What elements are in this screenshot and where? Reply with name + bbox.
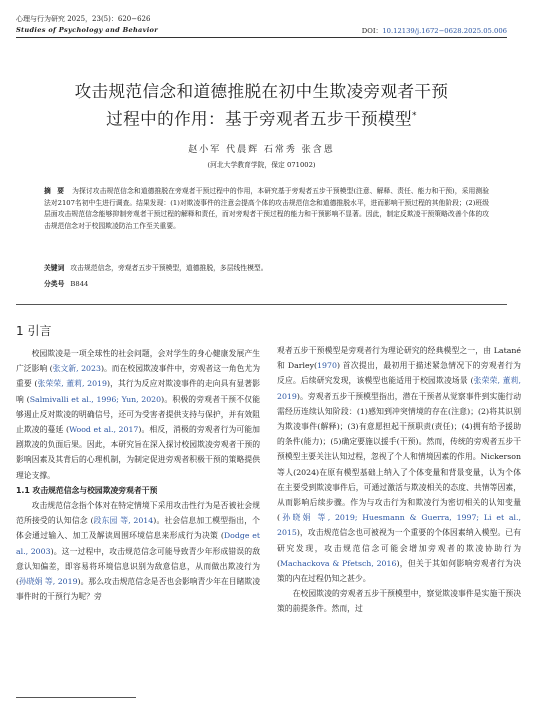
classification [44, 278, 88, 288]
citation-link[interactable]: 孙晓娟 等, 2019; Huesmann & Guerra, 1997; Li et al., 2015 [277, 513, 521, 538]
citation-link[interactable]: 张荣荣, 董莉, 2019 [277, 376, 521, 401]
paragraph: 在校园欺凌的旁观者五步干预模型中，察觉欺凌事件是实施干预决策的前提条件。然而，过 [277, 589, 521, 614]
citation-link[interactable]: Dodge et al., 2003 [16, 531, 260, 556]
classification-code: B844 [70, 280, 89, 288]
journal-name-cn: 心理与行为研究 2025，23(5)：620−626 [16, 15, 151, 23]
paragraph [277, 343, 521, 586]
text-run: )，但关于其如何影响旁观者行为决策的内在过程仍知之甚少。 [277, 558, 521, 584]
header-rule [16, 37, 507, 38]
text-run: )。旁观者五步干预模型指出，潜在干预者从觉察事件到实施行动需经历连续认知阶段：(1)感知到冲突情境的存在(注意)；(2)将其识别为欺凌事件(解释)；(3)有意愿担起干预职责(责任)；(4)拥有给予援助的条件(能力)；(5)确定要施以援手(干预)。然而，传统的旁观者五步干预模型主要关注认知过程，忽视了个人和情境因素的作用。Nickerson等人(2024)在原有模型基础上纳入了个体变量和背景变量，认为个体在主要受到欺凌事件后，可通过激活与欺凌相关的态度、共情等因素，从而影响后续步骤。作为与攻击行为和欺凌行为密切相关的认知变量 ( [277, 391, 521, 523]
doi-link[interactable]: 10.12139/j.1672−0628.2025.05.006 [382, 27, 507, 35]
title-footnote-mark[interactable]: * [411, 111, 417, 121]
footnote-rule [16, 697, 136, 698]
title-line-1: 攻击规范信念和道德推脱在初中生欺凌旁观者干预 [74, 82, 449, 101]
left-column [16, 346, 260, 604]
title-line-2: 过程中的作用：基于旁观者五步干预模型 [106, 109, 412, 129]
keywords-text: 攻击规范信念，旁观者五步干预模型，道德推脱，多层线性模型。 [70, 264, 268, 272]
paragraph [16, 498, 260, 604]
citation-link[interactable]: 张荣荣, 董莉, 2019 [37, 379, 107, 389]
citation-link[interactable]: 孙晓娟 等, 2019 [19, 577, 78, 587]
text-run: 攻击规范信念指个体对在特定情境下采用攻击性行为是否被社会规范所接受的认知信念 ( [16, 501, 260, 526]
journal-name-en: Studies of Psychology and Behavior [16, 26, 159, 34]
text-run: )。这一过程中，攻击规范信念可能导致青少年形成错误的敌意认知偏差，即容易将环境信息识别为敌意信息，从而做出欺凌行为 ( [16, 546, 260, 587]
text-run: )，攻击规范信念也可被视为一个重要的个体因素纳入模型。已有研究发现，攻击规范信念可能会增加旁观者的欺凌协助行为 ( [277, 528, 521, 568]
paper-title [16, 80, 507, 132]
text-run: )，其行为反应对欺凌事件的走向具有显著影响 ( [16, 379, 260, 404]
citation-link[interactable]: Machackova & Pfetsch, 2016 [280, 558, 397, 568]
text-run: )。而在校园欺凌事件中，旁观者这一角色尤为重要 ( [16, 364, 260, 389]
text-run: 观者五步干预模型是旁观者行为理论研究的经典模型之一，由 Latané和 Darley( [277, 346, 521, 371]
doi [362, 25, 507, 35]
citation-link[interactable]: 1970 [317, 361, 337, 371]
citation-link[interactable]: Salmivalli et al., 1996; Yun, 2020 [29, 394, 162, 404]
text-run: 校园欺凌是一项全球性的社会问题，会对学生的身心健康发展产生广泛影响 ( [16, 349, 260, 374]
keywords [44, 263, 489, 275]
abstract [44, 186, 489, 232]
abstract-text: 为探讨攻击规范信念和道德推脱在旁观者干预过程中的作用，本研究基于旁观者五步干预模型(注意、解释、责任、能力和干预)，采用测验法对2107名初中生进行调查。结果发现：(1)对欺凌事件的注意会提高个体的攻击规范信念和道德推脱水平，进而影响干预过程的其他阶段；(2)班级层面攻击规范信念能够抑制旁观者干预过程的解释和责任，而对旁观者干预过程的能力和干预影响不显著。因此，制定反欺凌干预策略改善个体的攻击规范信念对于校园欺凌防治工作至关重要。 [44, 187, 489, 230]
citation-link[interactable]: Wood et al., 2017 [69, 425, 139, 435]
right-column [277, 343, 521, 617]
classification-label: 分类号 [44, 280, 65, 288]
section-heading-intro: 1 引言 [16, 324, 52, 338]
text-run: )。社会信息加工模型指出，个体会通过输入、加工及解读周围环境信息来形成行为决策 ( [16, 516, 260, 541]
citation-link[interactable]: 段东园 等, 2014 [93, 516, 154, 526]
abstract-label: 摘 要 [44, 187, 67, 195]
citation-link[interactable]: 张文新, 2023 [52, 364, 101, 374]
text-run: )。那么攻击规范信念是否也会影响青少年在目睹欺凌事件时的干预行为呢？旁 [16, 577, 260, 602]
subsection-heading: 1.1 攻击规范信念与校园欺凌旁观者干预 [16, 485, 158, 495]
section-divider [16, 304, 507, 305]
text-run: ) 首次提出，最初用于描述紧急情况下的旁观者行为反应。后续研究发现，该模型也能适用于校园欺凌场景 ( [277, 361, 521, 386]
authors: 赵小军 代晨辉 石常秀 张含恩 [188, 145, 335, 155]
affiliation: (河北大学教育学院，保定 071002) [207, 161, 316, 169]
keywords-label: 关键词 [44, 264, 65, 272]
journal-header [16, 14, 158, 36]
doi-label: DOI： [361, 27, 383, 35]
text-run: )。相反，消极的旁观者行为可能加剧欺凌的负面后果。因此，本研究旨在深入探讨校园欺凌旁观者干预的影响因素及其背后的心理机制，为制定促进旁观者积极干预的策略提供理论支撑。 [16, 425, 260, 480]
paragraph [16, 346, 260, 483]
text-run: )。积极的旁观者干预不仅能够遏止反对欺凌的明确信号，还可为受害者提供支持与保护，并有效阻止欺凌的蔓延 ( [16, 394, 260, 435]
